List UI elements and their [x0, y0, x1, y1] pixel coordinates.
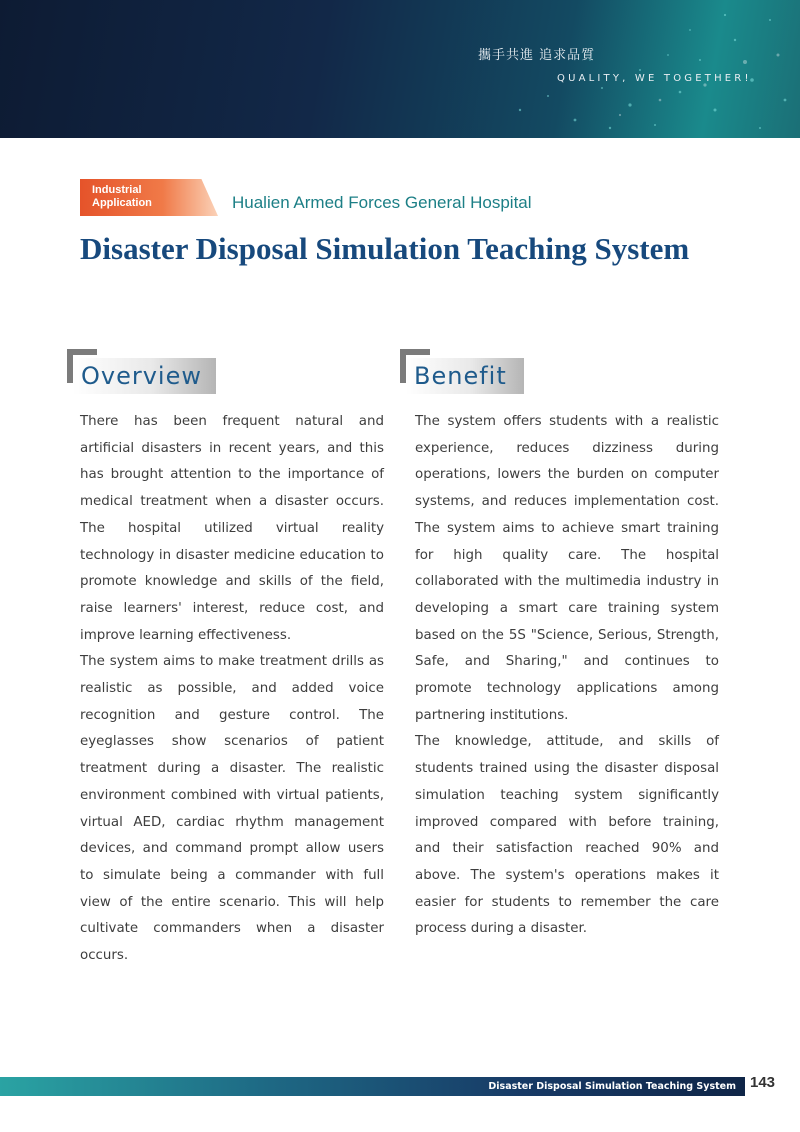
benefit-heading: Benefit — [406, 358, 524, 394]
page-title: Disaster Disposal Simulation Teaching System — [80, 231, 690, 266]
page-number: 143 — [750, 1074, 776, 1091]
overview-heading: Overview — [73, 358, 216, 394]
benefit-body — [415, 409, 719, 943]
benefit-paragraph: The system offers students with a realistic experience, reduces dizziness during operations, lowers the burden on computer systems, and reduces implementation cost. The system aims to achieve smart training for high quality care. The hospital collaborated with the multimedia industry in developing a smart care training system based on the 5S "Science, Serious, Strength, Safe, and Sharing," and continues to promote technology applications among partnering institutions. — [415, 414, 719, 723]
header-banner — [0, 0, 800, 138]
overview-body — [80, 409, 384, 970]
particle-pattern — [0, 0, 800, 138]
category-tag: Industrial Application — [92, 184, 152, 209]
slogan-chinese: 攜手共進 追求品質 — [478, 48, 596, 63]
overview-paragraph: The system aims to make treatment drills as realistic as possible, and added voice recognition and gesture control. The eyeglasses show scenarios of patient treatment during a disaster. The realistic environment combined with virtual patients, virtual AED, cardiac rhythm management devices, and command prompt allow users to simulate being a commander with full view of the entire scenario. This will help cultivate commanders when a disaster occurs. — [80, 654, 384, 964]
slogan-english: QUALITY, WE TOGETHER! — [557, 73, 752, 84]
overview-paragraph: There has been frequent natural and artificial disasters in recent years, and this has brought attention to the importance of medical treatment when a disaster occurs. The hospital utilized virtual reality technology in disaster medicine education to promote knowledge and skills of the field, raise learners' interest, reduce cost, and improve learning effectiveness. — [80, 414, 384, 643]
hospital-name: Hualien Armed Forces General Hospital — [232, 193, 532, 212]
benefit-paragraph: The knowledge, attitude, and skills of students trained using the disaster disposal simulation teaching system significantly improved compared with before training, and their satisfaction reached 90% and above. The system's operations makes it easier for students to remember the care process during a disaster. — [415, 734, 719, 937]
running-title: Disaster Disposal Simulation Teaching System — [488, 1081, 736, 1092]
